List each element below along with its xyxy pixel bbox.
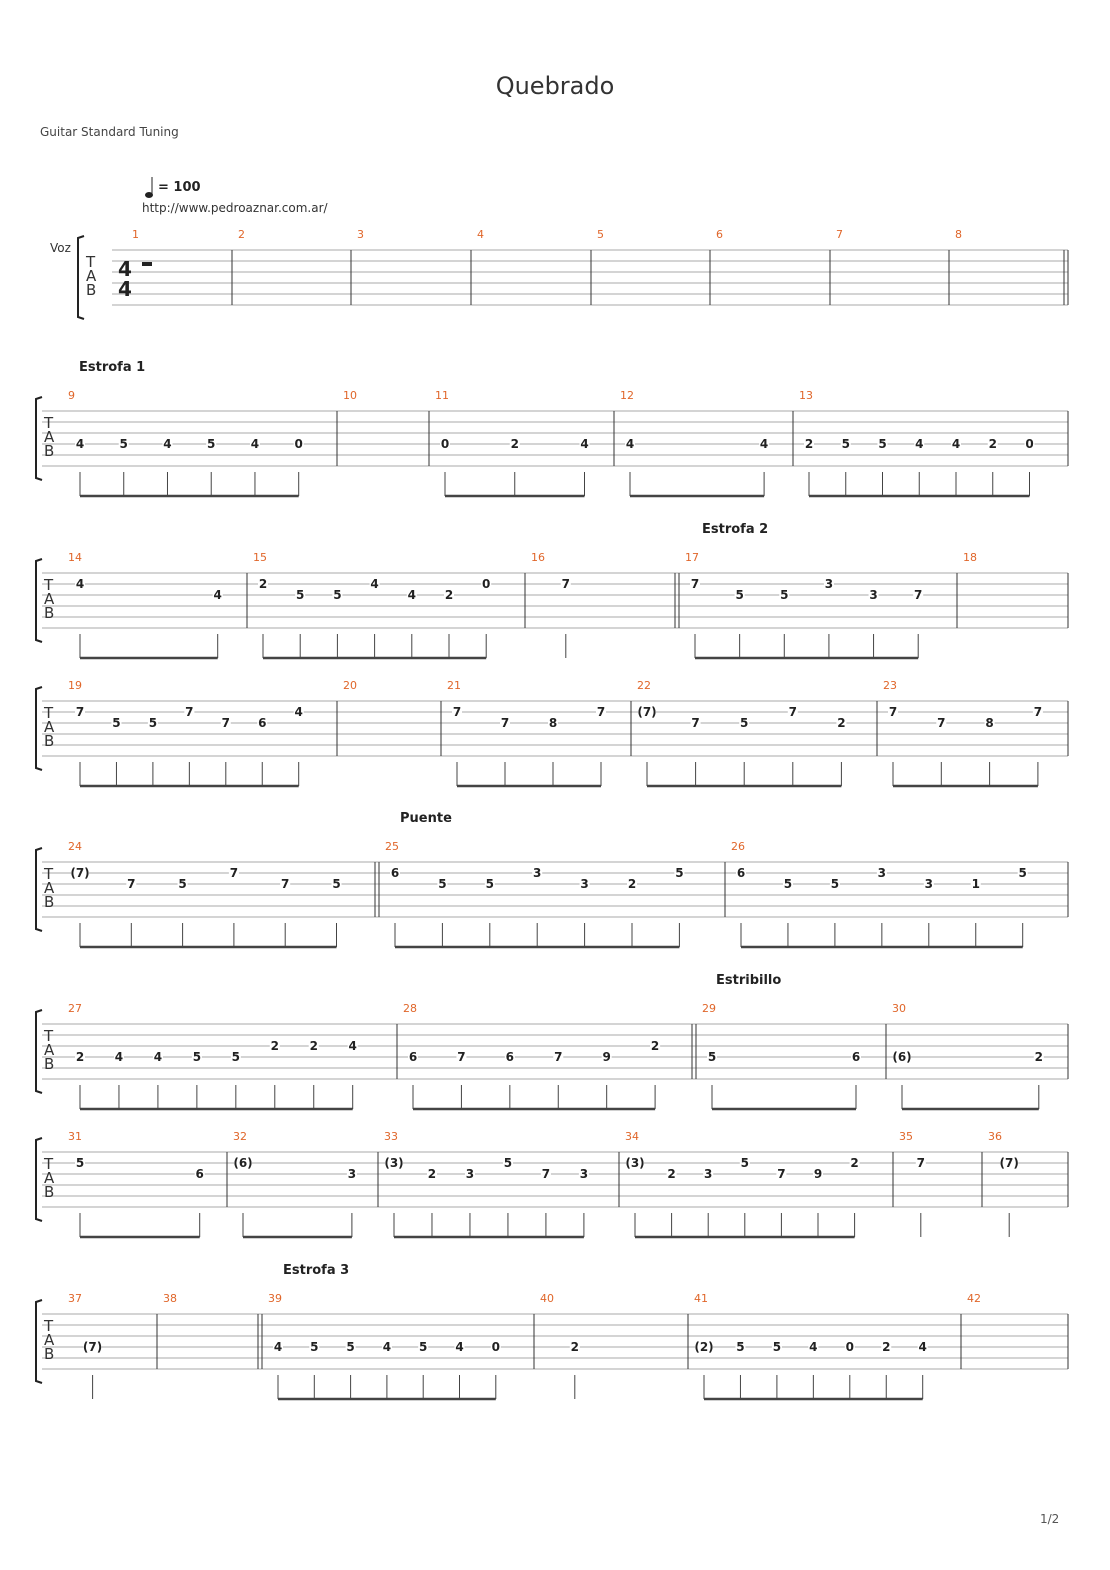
section-label: Estrofa 3 [283,1263,350,1278]
tab-clef-letter: A [44,1041,55,1059]
fret-number: 4 [915,437,924,451]
fret-number: 4 [759,437,769,451]
measure-number: 8 [955,228,962,241]
fret-number: 7 [541,1167,551,1181]
fret-number: 5 [736,1340,745,1354]
tab-clef-letter: T [44,865,54,883]
fret-number: 0 [1025,437,1034,451]
system-bracket [36,687,42,770]
fret-number: 5 [438,877,447,891]
measure-number: 33 [384,1130,398,1143]
fret-number: 7 [561,577,570,591]
fret-number: 4 [407,588,416,602]
measure-number: 30 [892,1002,906,1015]
measure-number: 10 [343,389,357,402]
measure-number: 15 [253,551,267,564]
fret-number: 4 [918,1340,927,1354]
measure-number: 26 [731,840,745,853]
measure-number: 17 [685,551,699,564]
fret-number: 7 [452,705,462,719]
measure-number: 18 [963,551,977,564]
fret-number: 5 [485,877,494,891]
measure-number: 16 [531,551,545,564]
fret-number: 4 [951,437,961,451]
system-bracket [36,559,42,642]
fret-number: 7 [221,716,230,730]
fret-number: 4 [294,705,303,719]
measure-number: 29 [702,1002,716,1015]
measure-number: 2 [238,228,245,241]
fret-number: 2 [882,1340,891,1354]
fret-number: 7 [916,1156,925,1170]
section-label: Estribillo [716,973,782,988]
measure-number: 5 [597,228,604,241]
fret-number: 8 [985,716,994,730]
tab-clef-letter: A [86,267,97,285]
fret-number: (7) [637,705,657,719]
fret-number: 5 [192,1050,202,1064]
fret-number: 9 [602,1050,611,1064]
fret-number: 0 [482,577,491,591]
fret-number: 2 [627,877,637,891]
fret-number: (6) [233,1156,253,1170]
fret-number: 5 [75,1156,85,1170]
measure-number: 24 [68,840,82,853]
fret-number: 2 [837,716,846,730]
measure-number: 12 [620,389,634,402]
fret-number: 5 [830,877,840,891]
fret-number: 4 [163,437,172,451]
fret-number: 4 [75,437,85,451]
fret-number: 5 [333,588,342,602]
fret-number: 5 [332,877,341,891]
tab-clef-letter: A [44,428,55,446]
fret-number: 7 [229,866,239,880]
measure-number: 37 [68,1292,82,1305]
fret-number: 5 [772,1340,782,1354]
fret-number: 7 [777,1167,786,1181]
fret-number: 3 [465,1167,475,1181]
measure-number: 22 [637,679,651,692]
tab-clef-letter: A [44,718,55,736]
fret-number: 7 [690,577,700,591]
fret-number: 4 [250,437,260,451]
fret-number: 4 [348,1039,357,1053]
tab-clef-letter: B [86,281,97,299]
fret-number: 7 [75,705,85,719]
fret-number: 4 [273,1340,283,1354]
fret-number: 4 [382,1340,392,1354]
fret-number: 2 [850,1156,859,1170]
system-bracket [36,1010,42,1093]
measure-number: 38 [163,1292,177,1305]
fret-number: 0 [294,437,303,451]
measure-number: 7 [836,228,843,241]
measure-number: 36 [988,1130,1002,1143]
source-url[interactable]: http://www.pedroaznar.com.ar/ [142,201,328,215]
measure-number: 27 [68,1002,82,1015]
fret-number: 7 [185,705,194,719]
tab-clef-letter: B [44,1055,55,1073]
system-bracket [36,397,42,480]
fret-number: 5 [783,877,793,891]
measure-number: 4 [477,228,484,241]
fret-number: 3 [347,1167,357,1181]
fret-number: 3 [877,866,887,880]
fret-number: 5 [178,877,187,891]
measure-number: 41 [694,1292,708,1305]
fret-number: 2 [1034,1050,1043,1064]
fret-number: 1 [971,877,980,891]
fret-number: 7 [596,705,606,719]
song-title: Quebrado [495,72,615,100]
fret-number: 5 [780,588,789,602]
fret-number: 6 [195,1167,204,1181]
fret-number: 2 [510,437,519,451]
fret-number: 3 [704,1167,713,1181]
fret-number: 7 [500,716,510,730]
fret-number: (7) [70,866,90,880]
fret-number: 2 [309,1039,318,1053]
fret-number: 2 [667,1167,676,1181]
fret-number: 5 [296,588,305,602]
measure-number: 28 [403,1002,417,1015]
measure-number: 25 [385,840,399,853]
fret-number: 7 [281,877,290,891]
measure-number: 39 [268,1292,282,1305]
section-label: Estrofa 2 [702,522,769,537]
fret-number: (7) [999,1156,1019,1170]
fret-number: (2) [694,1340,714,1354]
fret-number: 4 [153,1050,163,1064]
system-bracket [36,848,42,931]
fret-number: 7 [554,1050,563,1064]
measure-number: 19 [68,679,82,692]
tab-clef-letter: T [44,1155,54,1173]
fret-number: 2 [988,437,997,451]
section-label: Estrofa 1 [79,360,146,375]
tab-clef-letter: T [44,1317,54,1335]
measure-number: 20 [343,679,357,692]
fret-number: 4 [114,1050,124,1064]
system-bracket [78,236,84,319]
fret-number: 5 [207,437,216,451]
fret-number: 5 [707,1050,717,1064]
tempo-value: = 100 [158,180,201,195]
fret-number: 5 [878,437,887,451]
fret-number: 5 [119,437,128,451]
fret-number: 5 [346,1340,355,1354]
fret-number: 5 [231,1050,241,1064]
measure-number: 40 [540,1292,554,1305]
fret-number: 0 [491,1340,500,1354]
fret-number: (3) [625,1156,645,1170]
fret-number: 4 [809,1340,818,1354]
fret-number: 0 [845,1340,854,1354]
fret-number: 3 [533,866,542,880]
fret-number: 6 [408,1050,418,1064]
fret-number: 2 [427,1167,437,1181]
fret-number: 4 [75,577,85,591]
fret-number: 8 [548,716,558,730]
tab-clef-letter: B [44,1183,55,1201]
fret-number: 6 [851,1050,861,1064]
fret-number: 4 [370,577,379,591]
measure-number: 42 [967,1292,981,1305]
fret-number: 7 [457,1050,466,1064]
track-name: Voz [50,241,71,255]
tab-clef-letter: B [44,604,55,622]
half-rest [142,262,152,266]
fret-number: 5 [1018,866,1027,880]
fret-number: 4 [580,437,589,451]
page-number: 1/2 [1040,1512,1060,1526]
measure-number: 1 [132,228,139,241]
fret-number: (3) [384,1156,404,1170]
fret-number: 7 [127,877,136,891]
fret-number: 3 [924,877,933,891]
fret-number: 3 [869,588,878,602]
measure-number: 6 [716,228,723,241]
measure-number: 9 [68,389,75,402]
measure-number: 11 [435,389,449,402]
fret-number: 4 [213,588,222,602]
fret-number: 5 [735,588,744,602]
fret-number: 2 [804,437,814,451]
measure-number: 32 [233,1130,247,1143]
tab-clef-letter: A [44,879,55,897]
fret-number: 5 [112,716,121,730]
system-bracket [36,1138,42,1221]
fret-number: 5 [740,1156,749,1170]
measure-number: 35 [899,1130,913,1143]
measure-number: 21 [447,679,461,692]
fret-number: 7 [788,705,797,719]
fret-number: 7 [937,716,946,730]
fret-number: 6 [505,1050,515,1064]
fret-number: (7) [82,1340,103,1354]
tab-clef-letter: B [44,893,55,911]
fret-number: 2 [270,1039,279,1053]
fret-number: 5 [419,1340,428,1354]
fret-number: 2 [444,588,454,602]
fret-number: 2 [650,1039,660,1053]
fret-number: 0 [440,437,450,451]
tab-clef-letter: T [44,576,54,594]
tab-clef-letter: A [44,1331,55,1349]
measure-number: 3 [357,228,364,241]
fret-number: 5 [841,437,850,451]
tab-clef-letter: T [44,414,54,432]
fret-number: 4 [625,437,635,451]
fret-number: 3 [579,1167,589,1181]
fret-number: 2 [258,577,268,591]
time-signature-bottom: 4 [118,277,132,301]
fret-number: 5 [740,716,749,730]
fret-number: 7 [1033,705,1043,719]
tab-clef-letter: A [44,1169,55,1187]
section-label: Puente [400,811,452,826]
fret-number: 2 [570,1340,579,1354]
time-signature-top: 4 [118,257,132,281]
measure-number: 14 [68,551,82,564]
measure-number: 13 [799,389,813,402]
fret-number: 7 [888,705,898,719]
fret-number: 4 [455,1340,464,1354]
measure-number: 31 [68,1130,82,1143]
fret-number: 5 [503,1156,513,1170]
tab-clef-letter: T [86,253,96,271]
fret-number: 2 [75,1050,85,1064]
fret-number: 5 [675,866,684,880]
tab-clef-letter: T [44,704,54,722]
fret-number: 3 [580,877,589,891]
fret-number: 3 [824,577,834,591]
fret-number: 5 [148,716,158,730]
fret-number: 6 [258,716,267,730]
fret-number: (6) [892,1050,912,1064]
tab-clef-letter: B [44,1345,55,1363]
tab-clef-letter: A [44,590,55,608]
tab-clef-letter: B [44,442,55,460]
fret-number: 7 [914,588,923,602]
measure-number: 34 [625,1130,639,1143]
measure-number: 23 [883,679,897,692]
fret-number: 6 [736,866,746,880]
fret-number: 6 [390,866,400,880]
system-bracket [36,1300,42,1383]
fret-number: 5 [310,1340,319,1354]
tuning-label: Guitar Standard Tuning [40,125,179,139]
tab-clef-letter: B [44,732,55,750]
fret-number: 9 [813,1167,823,1181]
fret-number: 7 [691,716,700,730]
tab-clef-letter: T [44,1027,54,1045]
